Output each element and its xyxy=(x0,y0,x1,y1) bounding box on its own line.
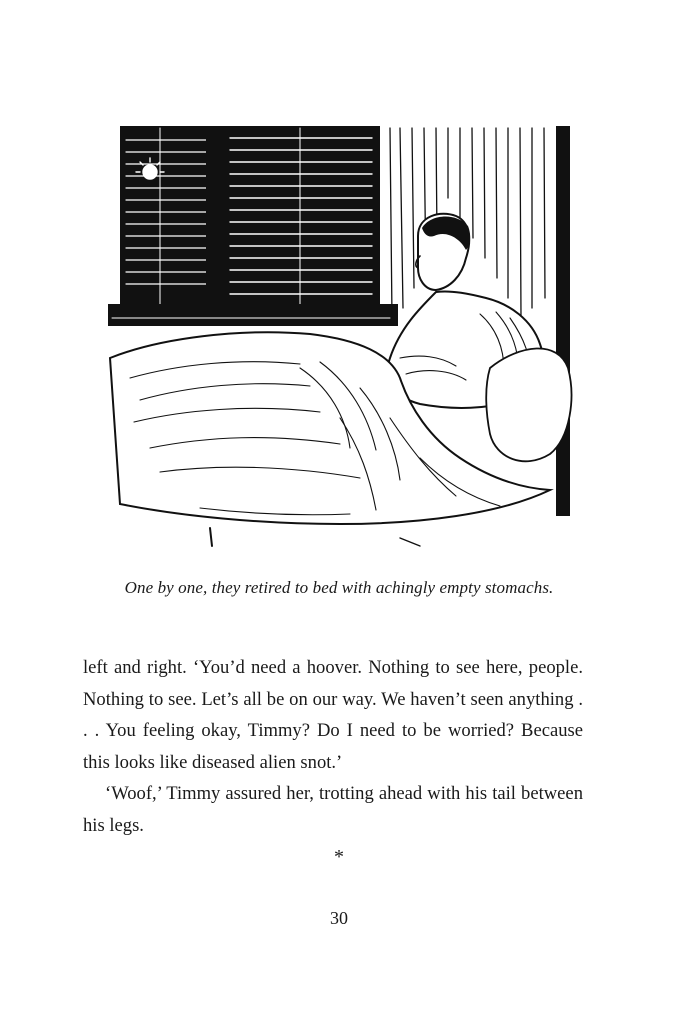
bedroom-window-illustration xyxy=(100,118,586,558)
illustration-caption: One by one, they retired to bed with achingly empty stomachs. xyxy=(124,578,554,597)
page-number: 30 xyxy=(330,908,348,928)
body-text xyxy=(83,652,583,842)
scene-break: * xyxy=(334,846,344,868)
paragraph: ‘Woof,’ Timmy assured her, trotting ahead with his tail between his legs. xyxy=(83,783,583,836)
paragraph: left and right. ‘You’d need a hoover. Nothing to see here, people. Nothing to see. Let’s all be on our way. We haven’t seen anything . . . You feeling okay, Timmy? Do I need to be worried? Because this looks like diseased alien snot.’ xyxy=(83,657,583,773)
